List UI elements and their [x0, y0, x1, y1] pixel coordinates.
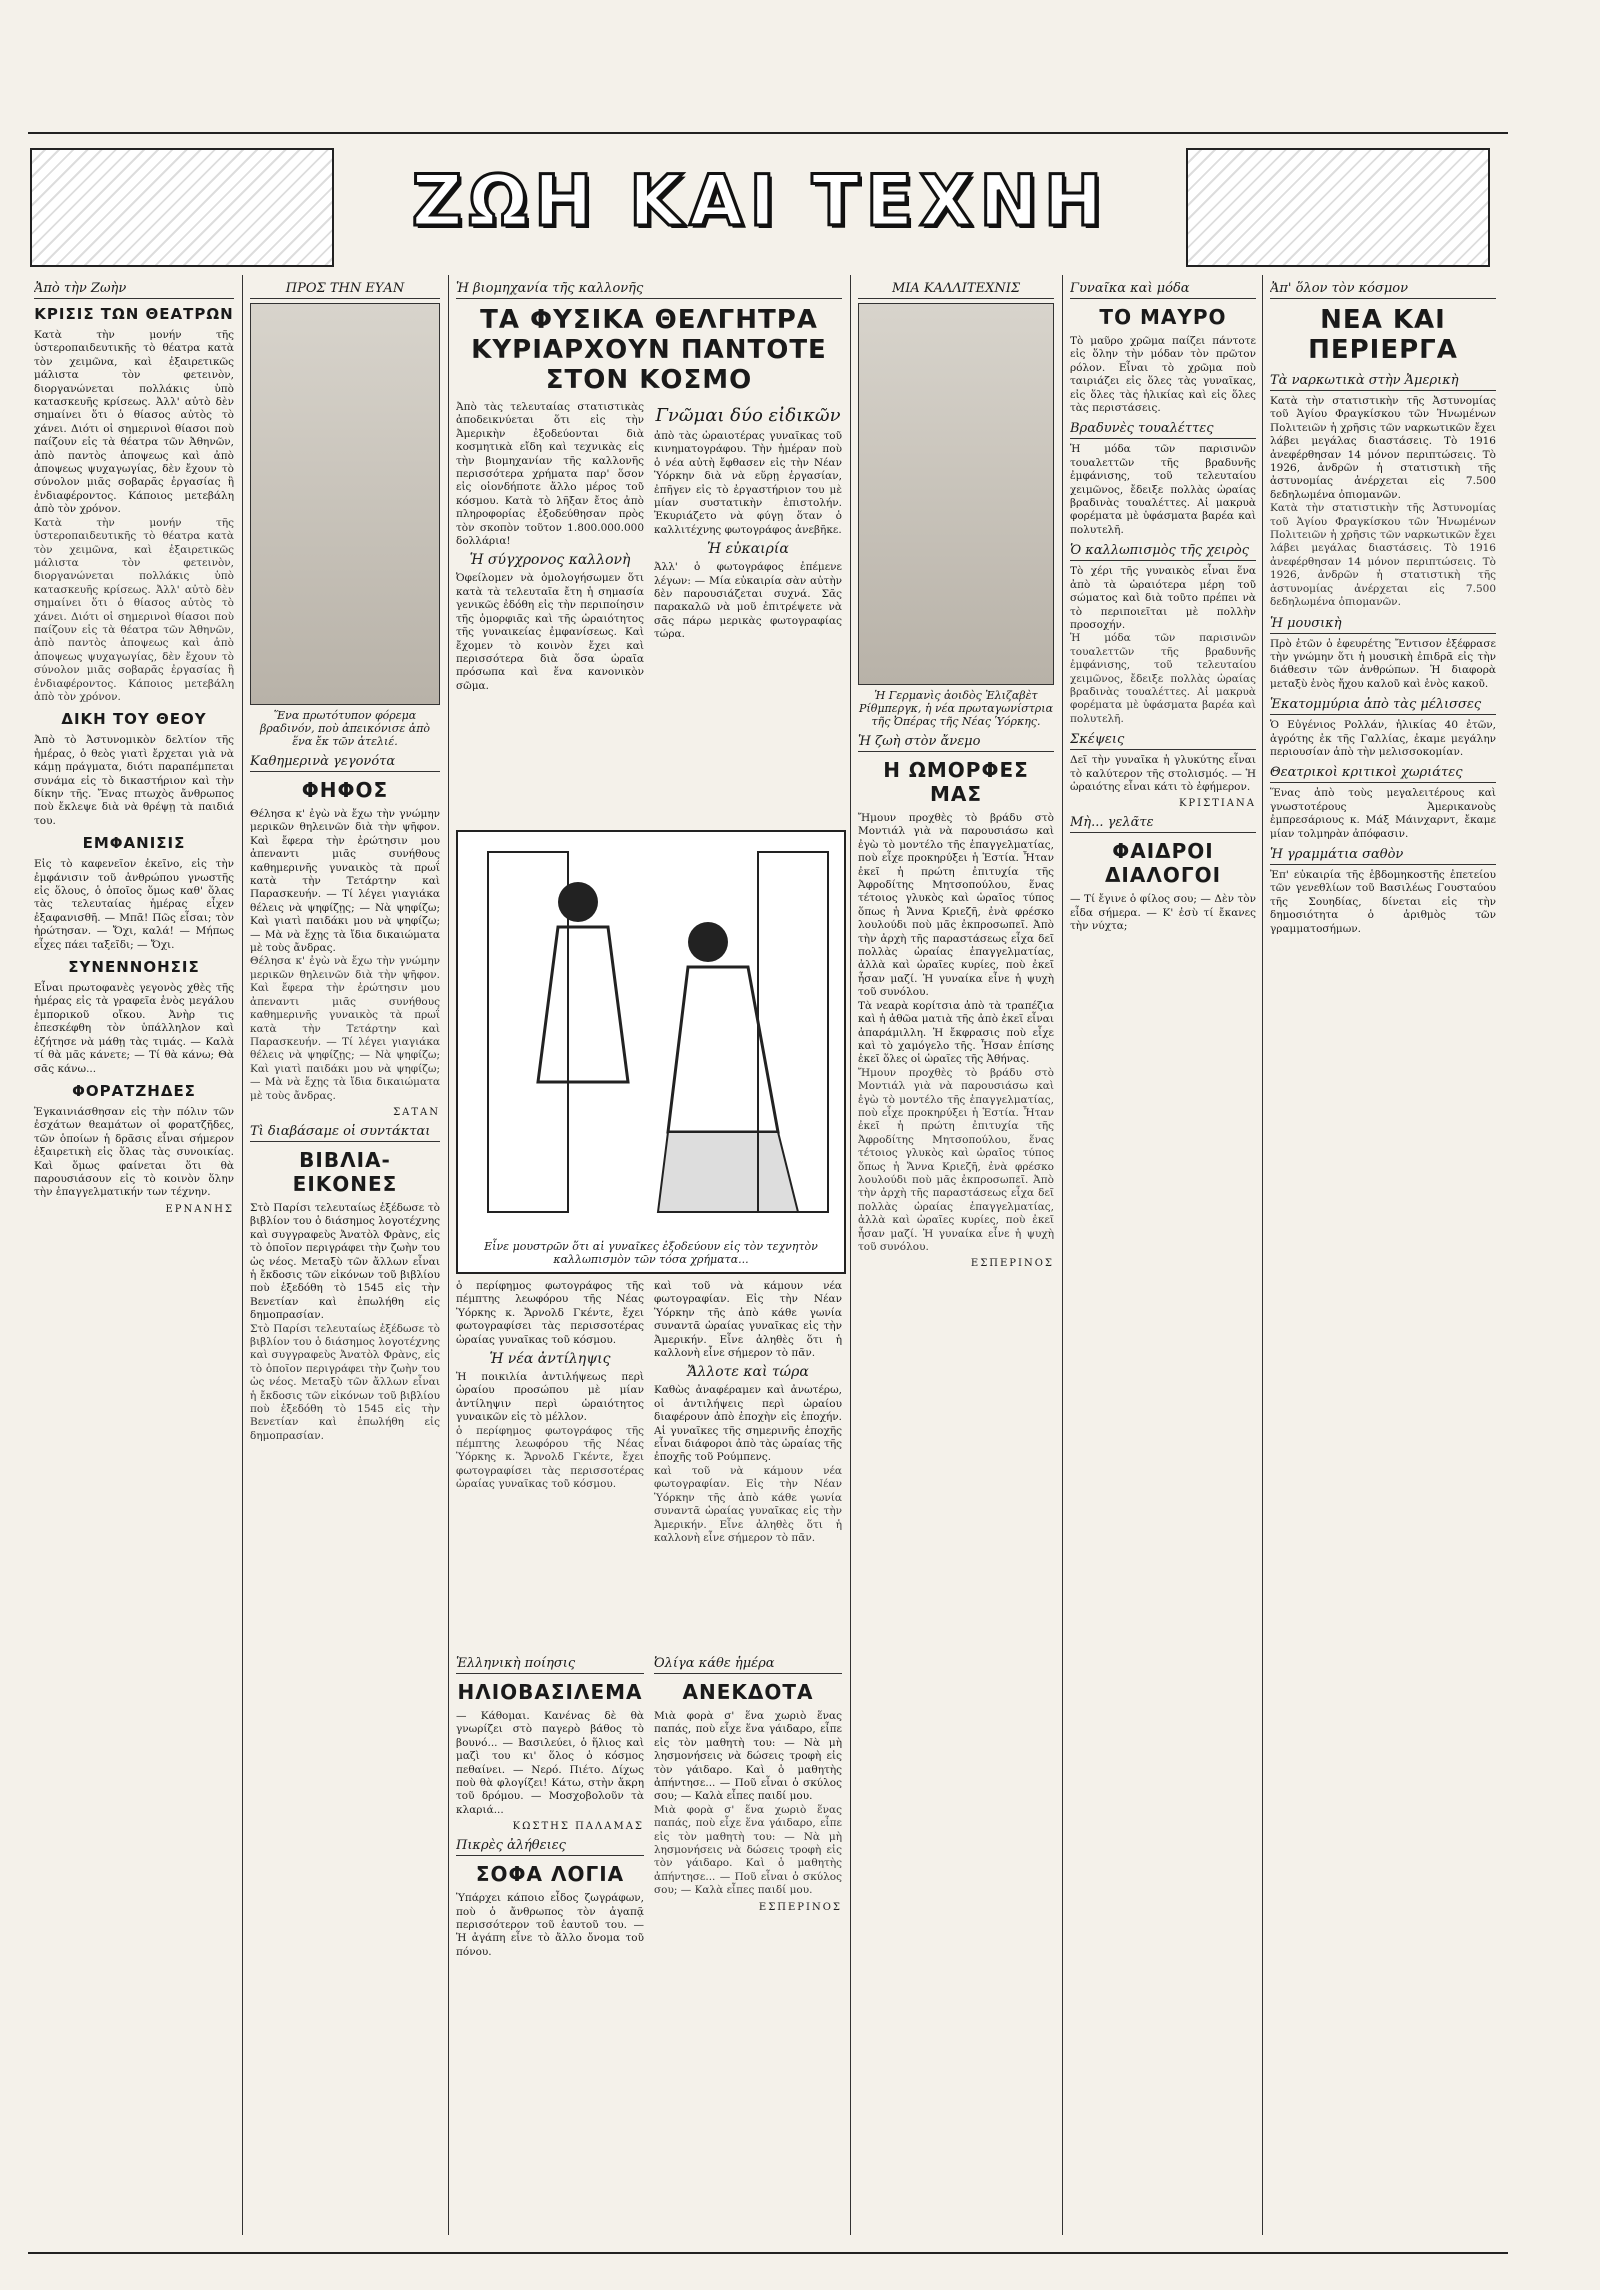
section-body: Ὑπάρχει κάποιο εἶδος ζωγράφων, ποὺ ὁ ἄνθρωπος τὸν ἀγαπᾷ περισσότερον τοῦ ἑαυτοῦ του. — Ἡ ἀγάπη εἶνε τὸ ἄλλο ὄνομα τοῦ πόνου. [456, 1892, 644, 1958]
kicker: Γυναῖκα καὶ μόδα [1070, 279, 1256, 299]
column-rule [850, 275, 851, 2235]
section-body: Στὸ Παρίσι τελευταίως ἐξέδωσε τὸ βιβλίον του ὁ διάσημος λογοτέχνης καὶ συγγραφεὺς Ἀνατὸλ Φρὰνς, εἰς τὸ ὁποῖον περιγράφει τὴν ζωὴν του ὡς νέος. Μεταξὺ τῶν ἄλλων εἶναι ἡ ἔκδοσις τῶν εἰκόνων τοῦ βιβλίου ποὺ ἐξεδόθη τὸ 1545 εἰς τὴν Βενετίαν καὶ ἐπωλήθη εἰς δημοπρασίαν. [250, 1201, 440, 1322]
section-head: ΑΝΕΚΔΟΤΑ [682, 1680, 814, 1704]
kicker: Ὀλίγα κάθε ἡμέρα [654, 1654, 842, 1674]
section-body: Ἕνας ἀπὸ τοὺς μεγαλειτέρους καὶ γνωστοτέρους Ἀμερικανοὺς ἐμπρεσάριους κ. Μάξ Μάινχαρντ, ἔκαμε μίαν τολμηρὰν ἀπόφασιν. [1270, 787, 1496, 840]
lead-paragraph: Ἀπὸ τὰς τελευταίας στατιστικὰς ἀποδεικνύεται ὅτι εἰς τὴν Ἀμερικὴν ἐξοδεύονται διὰ κοσμητικὰ εἴδη καὶ τεχνικὰς εἰς τὴν βιομηχανίαν τῆς καλλονῆς περισσότερα χρήματα παρ' ὅσον εἰς οἱονδήποτε ἄλλο μέρος τοῦ κόσμου. Κατὰ τὸ λῆξαν ἔτος ἀπὸ πληροφορίας ἐξοδεύθησαν πρὸς τὸν σκοπὸν τοῦτον 1.800.000.000 δολλάρια! [456, 401, 644, 548]
signature: ΣΑΤΑΝ [393, 1106, 440, 1118]
section-body: Μιὰ φορὰ σ' ἕνα χωριὸ ἕνας παπάς, ποὺ εἶχε ἕνα γάιδαρο, εἶπε εἰς τὸν μαθητὴ του: — Νὰ μὴ λησμονήσεις νὰ δώσεις τροφὴ εἰς τὸν γάιδαρο. Καὶ ὁ μαθητὴς ἀπήντησε... — Ποῦ εἶναι ὁ σκύλος σου; — Καλὰ εἶπες παιδί μου. [654, 1710, 842, 1803]
headline: ΤΑ ΦΥΣΙΚΑ ΘΕΛΓΗΤΡΑ ΚΥΡΙΑΡΧΟΥΝ ΠΑΝΤΟΤΕ ΣΤΟΝ ΚΟΣΜΟ [471, 305, 827, 395]
section-body: Τὰ νεαρὰ κορίτσια ἀπὸ τὰ τραπέζια καὶ ἡ ἀθῶα ματιὰ τῆς ἀπὸ ἐκεῖ εἶναι ἀπαράμιλλη. Ἡ ἔκφρασις ποὺ εἶχε καὶ τὸ χαμόγελο τῆς. Ἦσαν ἐπίσης ἐκεῖ ὅλες οἱ ὡραῖες τῆς Ἀθήνας. [858, 999, 1054, 1066]
kicker: Ἡ γραμμάτια σαθὸν [1270, 845, 1496, 865]
section-head: ΤΟ ΜΑΥΡΟ [1099, 305, 1227, 329]
subhead: Ἡ νέα ἀντίληψις [489, 1351, 611, 1368]
section-body: ὁ περίφημος φωτογράφος τῆς πέμπτης λεωφόρου τῆς Νέας Ὑόρκης κ. Ἄρνολδ Γκέντε, ἔχει φωτογραφίσει τὰς περισσοτέρας ὡραίας γυναῖκας τοῦ κόσμου. [456, 1280, 644, 1346]
masthead [30, 140, 1490, 270]
kicker: Ἡ ζωὴ στὸν ἄνεμο [858, 732, 1054, 752]
section-head: ΚΡΙΣΙΣ ΤΩΝ ΘΕΑΤΡΩΝ [34, 305, 234, 323]
column-6 [1070, 275, 1256, 2250]
section-body: Κατὰ τὴν μονήν τῆς ὑστεροπαιδευτικῆς τὸ θέατρα κατὰ τὸν χειμῶνα, καὶ ἐξαιρετικῶς μάλιστα τὸν φετεινὸν, διοργανώνεται πολλάκις ὑπὸ κατασκευῆς κρίσεως. Ἀλλ' αὐτὸ δὲν σημαίνει ὅτι ὁ θίασος αὐτὸς τὸ χάνει. Διότι οἱ σημερινοὶ θίασοι ποὺ παίζουν εἰς τὰ θέατρα τῶν Ἀθηνῶν, ἀπὸ παντὸς ἀποψεως καὶ ἀπὸ ἀποψεως ψυχαγωγίας, δὲν ἔχουν τὸ σύνολον μιᾶς σοβαρᾶς ἐργασίας ἢ ἐνδιαφέροντος. Κάποιος μετεβάλη ἀπὸ τὸν χρόνον. [34, 329, 234, 516]
column-rule [242, 275, 243, 2235]
section-body-continued: Κατὰ τὴν μονήν τῆς ὑστεροπαιδευτικῆς τὸ θέατρα κατὰ τὸν χειμῶνα, καὶ ἐξαιρετικῶς μάλιστα τὸν φετεινὸν, διοργανώνεται πολλάκις ὑπὸ κατασκευῆς κρίσεως. Ἀλλ' αὐτὸ δὲν σημαίνει ὅτι ὁ θίασος αὐτὸς τὸ χάνει. Διότι οἱ σημερινοὶ θίασοι ποὺ παίζουν εἰς τὰ θέατρα τῶν Ἀθηνῶν, ἀπὸ παντὸς ἀποψεως καὶ ἀπὸ ἀποψεως ψυχαγωγίας, δὲν ἔχουν τὸ σύνολον μιᾶς σοβαρᾶς ἐργασίας ἢ ἐνδιαφέροντος. Κάποιος μετεβάλη ἀπὸ τὸν χρόνον. [34, 516, 234, 703]
section-body: ἀπὸ τὰς ὡραιοτέρας γυναῖκας τοῦ κινηματογράφου. Τὴν ἡμέραν ποὺ ὁ νέα αὐτὴ ἔφθασεν εἰς τὴν Νέαν Ὑόρκην διὰ νὰ εὕρῃ ἐργασίαν, ἐπῆγεν εἰς τὸ ἐργαστήριον του μὲ μίαν συστατικὴν ἐπιστολήν. Ἐκυριάζετο νὰ φύγῃ ὅταν ὁ καλλιτέχνης φωτογράφος ἀνεβῆκε. [654, 430, 842, 536]
section-body: Ἡ ποικιλία ἀντιλήψεως περὶ ὡραίου προσώπου μὲ μίαν ἀντίληψιν περὶ ὡραιότητος γυναικῶν εἰς τὸ μέλλον. [456, 1371, 644, 1424]
bottom-rule [28, 2252, 1508, 2254]
kicker: Πικρὲς ἀλήθειες [456, 1836, 644, 1856]
section-body: Ἤμουν προχθὲς τὸ βράδυ στὸ Μοντιάλ γιὰ νὰ παρουσιάσω καὶ ἐγὼ τὸ μοντέλο τῆς ἐπαγγελματίας, ποὺ εἶχε προκηρύξει ἡ Ἑστία. Ἦταν ἐκεῖ ἡ πρώτη ἐπιτυχία τῆς Ἀφροδίτης Μητσοπούλου, ἕνας τέτοιος γλυκὸς καὶ ὡραῖος τύπος ὅπως ἡ Ἄννα Κριεζῆ, ἐνὰ φρέσκο λουλούδι ποὺ μᾶς ἐκπροσωπεῖ. Ἀπὸ τὴν ἀρχὴ τῆς παραστάσεως εἶχα δεῖ πολλὰς ὡραίας ἐπαγγελματίας, ἀλλὰ καὶ ὡραῖες κυρίες, ποὺ ἐκεῖ ἦσαν μαζί. Ἡ γυναίκα εἶνε ἡ ψυχὴ τοῦ συνόλου. [858, 812, 1054, 999]
kicker: Ἀπὸ τὴν Ζωὴν [34, 279, 234, 299]
poetry-column [456, 1650, 644, 2250]
article [34, 1082, 234, 1200]
column-5 [858, 275, 1054, 2250]
illustration-women [456, 830, 846, 1274]
section-body: Ἀπὸ τὸ Ἀστυνομικὸν δελτίον τῆς ἡμέρας, ὁ θεὸς γιατὶ ἔρχεται γιὰ νὰ κάμῃ πράγματα, διότι παραπέμπεται συνάμα εἰς τὸ δικαστήριον καὶ τὴν δίκην τῆς. Ἔνας πτωχὸς ἄνθρωπος ποὺ ἔκλεψε διὰ νὰ θρέψῃ τὰ παιδιά του. [34, 734, 234, 827]
column-rule [1062, 275, 1063, 2235]
column-rule [1262, 275, 1263, 2235]
kicker: Ἀπ' ὅλον τὸν κόσμον [1270, 279, 1496, 299]
kicker: Βραδυνὲς τουαλέττες [1070, 419, 1256, 439]
column-7 [1270, 275, 1496, 2250]
kicker: Καθημερινὰ γεγονότα [250, 752, 440, 772]
section-body: Ὀφείλομεν νὰ ὁμολογήσωμεν ὅτι κατὰ τὰ τελευταῖα ἔτη ἡ σημασία γενικῶς ἐδόθη εἰς τὴν περιποίησιν τῆς ὀμορφιᾶς καὶ τῆς ὡραιότητος τῆς γυναικείας ἐμφανίσεως. Καὶ ἔχομεν τὸ κοινὸν ἔχει καὶ περισσότερα διὰ ὅσα ὡραῖα πρόσωπα καὶ ἕνα κανονικὸν σῶμα. [456, 572, 644, 692]
subhead: Ἡ σύγχρονος καλλονὴ [469, 552, 631, 569]
kicker: Τὰ ναρκωτικὰ στὴν Ἀμερικὴ [1270, 371, 1496, 391]
section-body: Ἐγκαινιάσθησαν εἰς τὴν πόλιν τῶν ἐσχάτων θεαμάτων οἱ φορατζῆδες, τῶν ὁποίων ἡ δρᾶσις εἶναι σήμερον ἐξαιρετικὴ εἰς ὅλας τὰς συνοικίας. Καὶ ὅμως φαίνεται ὅτι θὰ παρουσιάσουν εἰς τὸ κοινὸν ὅλην τὴν ἐπαγγελματικήν των τέχνην. [34, 1105, 234, 1199]
illustration-caption: Εἶνε μουστρῶν ὅτι αἱ γυναῖκες ἐξοδεύουν εἰς τὸν τεχνητὸν καλλωπισμὸν τῶν τόσα χρήματα... [484, 1240, 818, 1266]
beauty-article-left [456, 401, 644, 693]
masthead-title: ΖΩΗ ΚΑΙ ΤΕΧΝΗ [411, 160, 1109, 242]
section-body-continued: ὁ περίφημος φωτογράφος τῆς πέμπτης λεωφόρου τῆς Νέας Ὑόρκης κ. Ἄρνολδ Γκέντε, ἔχει φωτογραφίσει τὰς περισσοτέρας ὡραίας γυναῖκας τοῦ κόσμου. [456, 1424, 644, 1491]
section-body: Ἡ μόδα τῶν παρισινῶν τουαλεττῶν τῆς βραδυνῆς ἐμφάνισης, τοῦ τελευταίου χειμῶνος, ἔδειξε πολλὰς ὡραίας βραδινὰς τουαλέττες. Αἱ μακρυὰ φορέματα μὲ ὑφάσματα βαρέα καὶ πολυτελῆ. [1070, 443, 1256, 536]
section-body: Ὁ Εὐγένιος Ρολλάν, ἡλικίας 40 ἐτῶν, ἀγρότης ἐκ τῆς Γαλλίας, ἐκαμε μεγάλην περιουσίαν ἀπὸ τὴν μελισσοκομίαν. [1270, 719, 1496, 758]
kicker: Θεατρικοὶ κριτικοὶ χωριάτες [1270, 763, 1496, 783]
section-body-continued: Ἡ μόδα τῶν παρισινῶν τουαλεττῶν τῆς βραδυνῆς ἐμφάνισης, τοῦ τελευταίου χειμῶνος, ἔδειξε πολλὰς ὡραίας βραδινὰς τουαλέττες. Αἱ μακρυὰ φορέματα μὲ ὑφάσματα βαρέα καὶ πολυτελῆ. [1070, 632, 1256, 725]
section-head: ΦΟΡΑΤΖΗΔΕΣ [72, 1081, 196, 1100]
article [34, 834, 234, 952]
section-head: ΒΙΒΛΙΑ-ΕΙΚΟΝΕΣ [292, 1147, 398, 1196]
section-body: Πρὸ ἐτῶν ὁ ἐφευρέτης Ἔντισον ἐξέφρασε τὴν γνώμην ὅτι ἡ μουσικὴ ἐπιδρᾶ εἰς τὴν διάθεσιν τῶν ἀνθρώπων. Ἡ διαφορὰ μεταξὺ ἑνὸς ἤχου καλοῦ καὶ ἑνὸς κακοῦ. [1270, 637, 1496, 690]
kicker: Ἡ μουσικὴ [1270, 614, 1496, 634]
singer-photo [858, 303, 1054, 685]
kicker: Σκέψεις [1070, 730, 1256, 750]
section-body: Εἶναι πρωτοφανὲς γεγονὸς χθὲς τῆς ἡμέρας εἰς τὰ γραφεῖα ἑνὸς μεγάλου ἐμπορικοῦ οἴκου. Ἀνὴρ τις ἐπεσκέφθη τὸν ὑπάλληλον καὶ ἐζήτησε νὰ μάθῃ τὰς τιμάς. — Καλὰ τί θὰ μᾶς κάνετε; — Τί θὰ κάνω; Θὰ σᾶς κάνω... [34, 982, 234, 1075]
section-body-continued: Κατὰ τὴν στατιστικὴν τῆς Ἀστυνομίας τοῦ Ἁγίου Φραγκίσκου τῶν Ἡνωμένων Πολιτειῶν ἡ χρῆσις τῶν ναρκωτικῶν ἔχει λάβει μεγάλας διαστάσεις. Τὸ 1916 ἀνεφέρθησαν 14 μόνον περιπτώσεις. Τὸ 1926, ἀνδρῶν ἡ στατιστικὴ τῆς ἀστυνομίας ἀνέρχεται εἰς 7.500 δεδηλωμένα ὀπιομανῶν. [1270, 502, 1496, 609]
subhead: Ἄλλοτε καὶ τώρα [687, 1364, 809, 1381]
masthead-left-illustration [30, 148, 334, 267]
section-body-continued: Θέλησα κ' ἐγὼ νὰ ἔχω τὴν γνώμην μερικῶν θηλεινῶν διὰ τὴν ψῆφον. Καὶ ἔφερα τὴν ἐρώτησιν μου ἀπεναντι μιᾶς συνήθους καθημερινῆς γυναικὸς τὰ πρωΐ κατὰ τὴν Τετάρτην καὶ Παρασκευήν. — Τί λέγει γιαγιάκα θέλεις νὰ ψηφίζῃς; — Νὰ ψηφίζω; Καὶ γιατὶ παιδάκι μου νὰ ψηφίζω; — Μὰ νὰ ἔχῃς τὰ ἴδια δικαιώματα μὲ τοὺς ἄνδρας. [250, 955, 440, 1102]
kicker: Ἑκατομμύρια ἀπὸ τὰς μέλισσες [1270, 695, 1496, 715]
section-body-continued: Στὸ Παρίσι τελευταίως ἐξέδωσε τὸ βιβλίον του ὁ διάσημος λογοτέχνης καὶ συγγραφεὺς Ἀνατὸλ Φρὰνς, εἰς τὸ ὁποῖον περιγράφει τὴν ζωὴν του ὡς νέος. Μεταξὺ τῶν ἄλλων εἶναι ἡ ἔκδοσις τῶν εἰκόνων τοῦ βιβλίου ποὺ ἐξεδόθη τὸ 1545 εἰς τὴν Βενετίαν καὶ ἐπωλήθη εἰς δημοπρασίαν. [250, 1322, 440, 1442]
kicker: Τὶ διαβάσαμε οἱ συντάκται [250, 1122, 440, 1142]
kicker: Ὁ καλλωπισμὸς τῆς χειρὸς [1070, 541, 1256, 561]
column-1 [34, 275, 234, 2250]
column-rule [448, 275, 449, 2235]
section-body: Θέλησα κ' ἐγὼ νὰ ἔχω τὴν γνώμην μερικῶν θηλεινῶν διὰ τὴν ψῆφον. Καὶ ἔφερα τὴν ἐρώτησιν μου ἀπεναντι μιᾶς συνήθους καθημερινῆς γυναικὸς τὰ πρωΐ κατὰ τὴν Τετάρτην καὶ Παρασκευήν. — Τί λέγει γιαγιάκα θέλεις νὰ ψηφίζῃς; — Νὰ ψηφίζω; Καὶ γιατὶ παιδάκι μου νὰ ψηφίζω; — Μὰ νὰ ἔχῃς τὰ ἴδια δικαιώματα μὲ τοὺς ἄνδρας. [250, 808, 440, 955]
section-head: Η ΩΜΟΡΦΕΣ ΜΑΣ [883, 758, 1029, 806]
illustration-drawing [458, 832, 840, 1232]
poem: — Κάθομαι. Κανένας δὲ θὰ γνωρίζει στὸ παγερὸ βάθος τὸ βουνό... — Βασιλεύει, ὁ ἥλιος καὶ μαζὶ του κι' ὅλος ὁ κόσμος πεθαίνει. — Νερό. Πιέτο. Δίχως ποὺ θὰ φλογίζει! Κάτω, στὴν ἄκρη τοῦ δρόμου. — Μοσχοβολοῦν τὰ κλαριά... [456, 1710, 644, 1816]
kicker: Ἡ βιομηχανία τῆς καλλονῆς [456, 279, 842, 299]
anecdotes-column [654, 1650, 842, 2250]
signature: ΚΩΣΤΗΣ ΠΑΛΑΜΑΣ [512, 1821, 644, 1833]
section-body: Ἐπ' εὐκαιρία τῆς ἑβδομηκοστῆς ἐπετείου τῶν γενεθλίων τοῦ Βασιλέως Γουσταύου τῆς Σουηδίας, δίνεται εἰς τὴν δημοσιότητα ὁ ἀριθμὸς τῶν γραμματοσήμων. [1270, 868, 1496, 935]
photo-caption: Ἕνα πρωτότυπον φόρεμα βραδινόν, ποὺ ἀπεικόνισε ἀπὸ ἕνα ἔκ τῶν ἀτελιέ. [259, 709, 431, 748]
section-head: ΣΟΦΑ ΛΟΓΙΑ [475, 1862, 625, 1887]
section-head: ΗΛΙΟΒΑΣΙΛΕΜΑ [457, 1680, 643, 1704]
kicker: ΜΙΑ ΚΑΛΛΙΤΕΧΝΙΣ [858, 279, 1054, 299]
subhead: Ἡ εὐκαιρία [707, 541, 789, 558]
section-body: Τὸ μαῦρο χρῶμα παίζει πάντοτε εἰς ὅλην τὴν μόδαν τὸν πρῶτον ρόλον. Εἶναι τὸ χρῶμα ποὺ ταιριάζει εἰς ὅλες τὰς γυναῖκας, εἰς ὅλες τὰς ἡλικίας καὶ εἰς ὅλες τὰς περιστάσεις. [1070, 335, 1256, 415]
section-body: — Τί ἔγινε ὁ φίλος σου; — Δὲν τὸν εἶδα σήμερα. — Κ' ἐσὺ τί ἔκανες τὴν νύχτα; [1070, 893, 1256, 933]
beauty-article-right [654, 401, 842, 693]
masthead-right-illustration [1186, 148, 1490, 267]
column-2 [250, 275, 440, 2250]
kicker: ΠΡΟΣ ΤΗΝ ΕΥΑΝ [250, 279, 440, 299]
top-rule [28, 132, 1508, 134]
section-head: ΦΗΦΟΣ [301, 778, 389, 802]
section-body-continued: Μιὰ φορὰ σ' ἕνα χωριὸ ἕνας παπάς, ποὺ εἶχε ἕνα γάιδαρο, εἶπε εἰς τὸν μαθητὴ του: — Νὰ μὴ λησμονήσεις νὰ δώσεις τροφὴ εἰς τὸν γάιδαρο. Καὶ ὁ μαθητὴς ἀπήντησε... — Ποῦ εἶναι ὁ σκύλος σου; — Καλὰ εἶπες παιδί μου. [654, 1803, 842, 1897]
section-head: ΔΙΚΗ ΤΟΥ ΘΕΟΥ [61, 710, 207, 729]
signature: ΕΣΠΕΡΙΝΟΣ [758, 1901, 842, 1913]
section-body: Ἀλλ' ὁ φωτογράφος ἐπέμενε λέγων: — Μία εὐκαιρία σὰν αὐτὴν δὲν παρουσιάζεται συχνά. Σᾶς παρακαλῶ νὰ μοῦ ἐπιτρέψετε νὰ σᾶς πάρω μερικὰς φωτογραφίας τώρα. [654, 561, 842, 641]
beauty-article-lower-left [456, 1280, 644, 1640]
article [34, 710, 234, 828]
section-head: ΦΑΙΔΡΟΙ ΔΙΑΛΟΓΟΙ [1104, 839, 1222, 888]
section-body-continued: καὶ τοῦ νὰ κάμουν νέα φωτογραφίαν. Εἰς τὴν Νέαν Ὑόρκην τῆς ἀπὸ κάθε γωνία συναντᾶ ὡραίας γυναῖκας εἰς τὴν Ἀμερικήν. Εἶνε ἀληθὲς ὅτι ἡ καλλονὴ εἶνε σήμερον τὸ πᾶν. [654, 1464, 842, 1544]
section-body: Δεῖ τὴν γυναῖκα ἡ γλυκύτης εἶναι τὸ καλύτερον τῆς στολισμός. — Ἡ ὡραιότης εἶναι κάτι τὸ ἐφήμερον. [1070, 754, 1256, 793]
beauty-article-lower-right [654, 1280, 842, 1640]
kicker: Μὴ... γελᾶτε [1070, 813, 1256, 833]
signature: ΚΡΙΣΤΙΑΝΑ [1178, 798, 1256, 810]
section-body: Κατὰ τὴν στατιστικὴν τῆς Ἀστυνομίας τοῦ Ἁγίου Φραγκίσκου τῶν Ἡνωμένων Πολιτειῶν ἡ χρῆσις τῶν ναρκωτικῶν ἔχει λάβει μεγάλας διαστάσεις. Τὸ 1916 ἀνεφέρθησαν 14 μόνον περιπτώσεις. Τὸ 1926, ἀνδρῶν ἡ στατιστικὴ τῆς ἀστυνομίας ἀνέρχεται εἰς 7.500 δεδηλωμένα ὀπιομανῶν. [1270, 395, 1496, 501]
section-body: Καθὼς ἀναφέραμεν καὶ ἀνωτέρω, οἱ ἀντιλήψεις περὶ ὡραίου διαφέρουν ἀπὸ ἐποχὴν εἰς ἐποχήν. Αἱ γυναῖκες τῆς σημερινῆς ἐποχῆς εἶναι διάφοροι ἀπὸ τὰς ὡραίας τῆς ἐποχῆς τοῦ Ρούμπενς. [654, 1384, 842, 1464]
article [34, 305, 234, 704]
section-head: ΝΕΑ ΚΑΙ ΠΕΡΙΕΡΓΑ [1308, 305, 1458, 365]
section-body: Εἰς τὸ καφενεῖον ἐκεῖνο, εἰς τὴν ἐμφάνισιν τοῦ ἀνθρώπου γνωστῆς εἰς ὅλους, ὁ ὁποῖος ὅμως καθ' ὅλας τὰς τελευταίας ἡμέρας εἶχεν ἐξαφανισθῆ. — Μπᾶ! Πῶς εἶσαι; τὸν ἠρώτησαν. — Ὄχι, καλά! — Μήπως εἶχες πάει ταξεῖδι; — Ὄχι. [34, 858, 234, 951]
signature: ΕΡΝΑΝΗΣ [165, 1203, 234, 1215]
section-head: ΣΥΝΕΝΝΟΗΣΙΣ [68, 958, 200, 977]
signature: ΕΣΠΕΡΙΝΟΣ [970, 1258, 1054, 1270]
section-body: Τὸ χέρι τῆς γυναικὸς εἶναι ἕνα ἀπὸ τὰ ὡραιότερα μέρη τοῦ σώματος καὶ διὰ τοῦτο πρέπει νὰ τὸ περιποιεῖται μὲ πολλὴν προσοχήν. [1070, 565, 1256, 631]
section-body: καὶ τοῦ νὰ κάμουν νέα φωτογραφίαν. Εἰς τὴν Νέαν Ὑόρκην τῆς ἀπὸ κάθε γωνία συναντᾶ ὡραίας γυναῖκας εἰς τὴν Ἀμερικήν. Εἶνε ἀληθὲς ὅτι ἡ καλλονὴ εἶνε σήμερον τὸ πᾶν. [654, 1280, 842, 1360]
kicker: Ἑλληνικὴ ποίησις [456, 1654, 644, 1674]
section-head: ΕΜΦΑΝΙΣΙΣ [82, 834, 186, 853]
photo-caption: Ἡ Γερμανὶς ἀοιδὸς Ἐλιζαβὲτ Ρίθμπεργκ, ἡ νέα πρωταγωνίστρια τῆς Ὀπέρας τῆς Νέας Ὑόρκης. [859, 689, 1053, 728]
subhead: Γνῶμαι δύο εἰδικῶν [655, 405, 841, 426]
fashion-photo [250, 303, 440, 705]
beauty-article [456, 275, 842, 815]
section-body-continued: Ἤμουν προχθὲς τὸ βράδυ στὸ Μοντιάλ γιὰ νὰ παρουσιάσω καὶ ἐγὼ τὸ μοντέλο τῆς ἐπαγγελματίας, ποὺ εἶχε προκηρύξει ἡ Ἑστία. Ἦταν ἐκεῖ ἡ πρώτη ἐπιτυχία τῆς Ἀφροδίτης Μητσοπούλου, ἕνας τέτοιος γλυκὸς καὶ ὡραῖος τύπος ὅπως ἡ Ἄννα Κριεζῆ, ἐνὰ φρέσκο λουλούδι ποὺ μᾶς ἐκπροσωπεῖ. Ἀπὸ τὴν ἀρχὴ τῆς παραστάσεως εἶχα δεῖ πολλὰς ὡραίας ἐπαγγελματίας, ἀλλὰ καὶ ὡραῖες κυρίες, ποὺ ἐκεῖ ἦσαν μαζί. Ἡ γυναίκα εἶνε ἡ ψυχὴ τοῦ συνόλου. [858, 1066, 1054, 1253]
article [34, 958, 234, 1076]
